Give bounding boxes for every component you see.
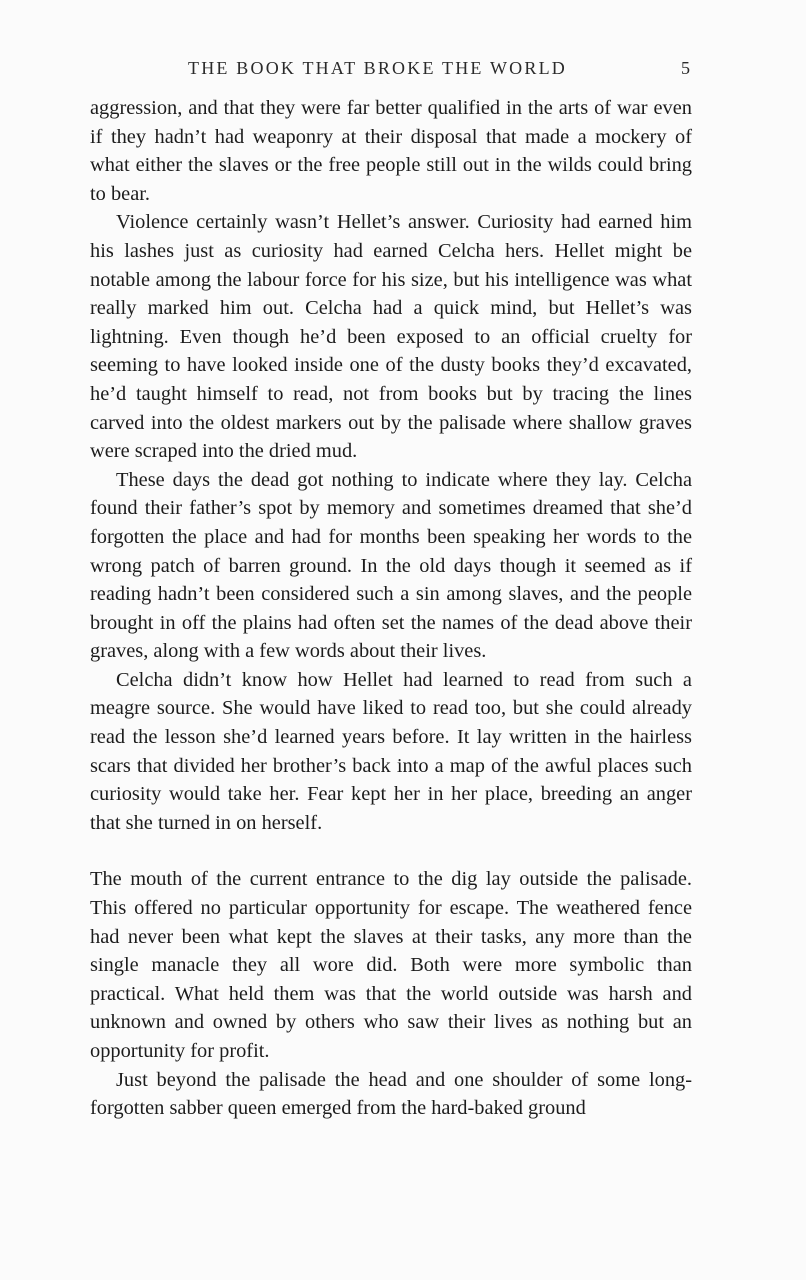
paragraph: Violence certainly wasn’t Hellet’s answer. Curiosity had earned him his lashes just as curiosity had earned Celcha hers. Hellet might be notable among the labour force for his size, but his intelligence was what really marked him out. Celcha had a quick mind, but Hellet’s was lightning. Even though he’d been exposed to an official cruelty for seeming to have looked inside one of the dusty books they’d excavated, he’d taught himself to read, not from books but by tracing the lines carved into the oldest markers out by the palisade where shallow graves were scraped into the dried mud.	[90, 211, 692, 463]
paragraph-continued: aggression, and that they were far better qualified in the arts of war even if they hadn’t had weaponry at their disposal that made a mockery of what either the slaves or the free people still out in the wilds could bring to bear.	[90, 97, 692, 205]
section-opening-paragraph: The mouth of the current entrance to the dig lay outside the palisade. This offered no particular opportunity for escape. The weathered fence had never been what kept the slaves at their tasks, any more than the single manacle they all wore did. Both were more symbolic than practical. What held them was that the world outside was harsh and unknown and owned by others who saw their lives as nothing but an opportunity for profit.	[90, 868, 692, 1062]
running-title: THE BOOK THAT BROKE THE WORLD	[188, 58, 567, 78]
section-break	[90, 837, 692, 865]
paragraph: These days the dead got nothing to indicate where they lay. Celcha found their father’s spot by memory and sometimes dreamed that she’d forgotten the place and had for months been speaking her words to the wrong patch of barren ground. In the old days though it seemed as if reading hadn’t been considered such a sin among slaves, and the people brought in off the plains had often set the names of the dead above their graves, along with a few words about their lives.	[90, 468, 692, 663]
paragraph: Celcha didn’t know how Hellet had learned to read from such a meagre source. She would have liked to read too, but she could already read the lesson she’d learned years before. It lay written in the hairless scars that divided her brother’s back into a map of the awful places such curiosity would take her. Fear kept her in her place, breeding an anger that she turned in on herself.	[90, 668, 692, 834]
running-head	[90, 58, 690, 86]
body-text	[90, 94, 692, 1123]
paragraph: Just beyond the palisade the head and one shoulder of some long-forgotten sabber queen emerged from the hard-baked ground	[90, 1068, 692, 1120]
page-number: 5	[681, 58, 690, 78]
